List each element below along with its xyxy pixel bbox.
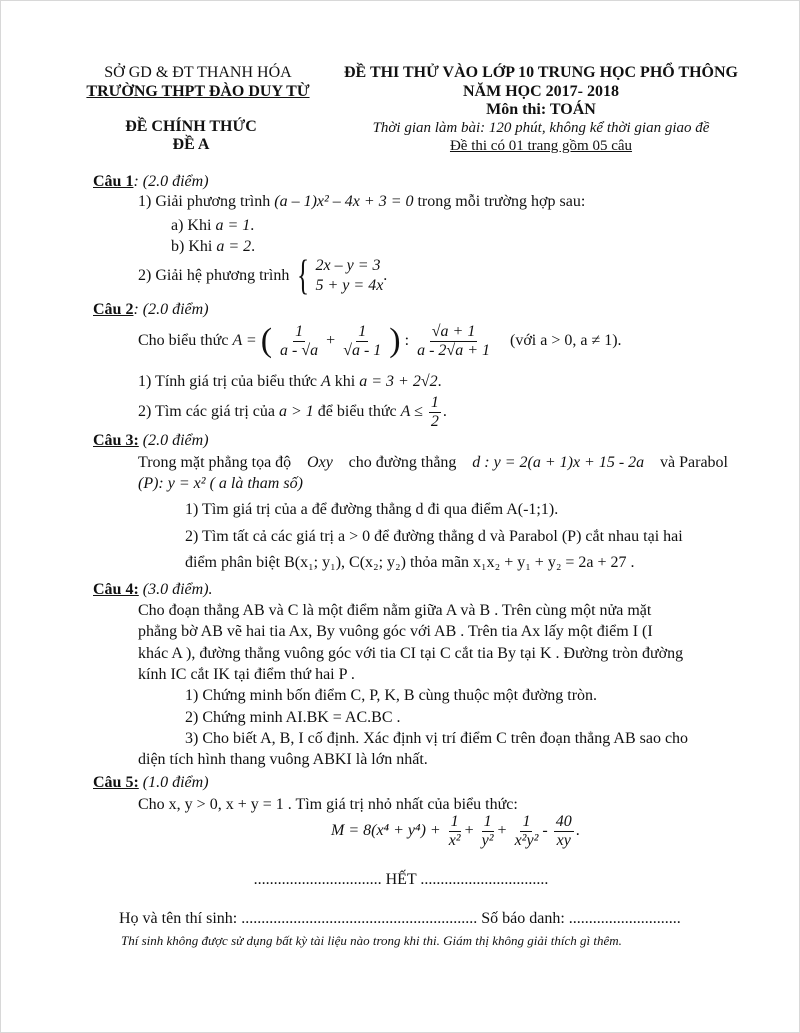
q5-frac-1: $\frac{1}{\text{x²}}$ <box>448 813 461 849</box>
q2-part2-text: 2) Tìm các giá trị của <box>138 403 275 421</box>
q2-part2-mid: để biểu thức <box>317 403 397 421</box>
question-3-heading <box>93 432 209 450</box>
q1-case-a: a) Khi a = 1. <box>171 217 255 234</box>
q4-part3-line2: diện tích hình thang vuông ABKI là lớn nhất. <box>138 751 428 768</box>
q3-line1 <box>138 454 728 472</box>
q1-system-eq2: 5 + y = 4x <box>315 277 384 294</box>
q1-case-a-eq: a = 1 <box>215 217 251 234</box>
question-1-heading <box>93 173 209 191</box>
question-4-points: (3.0 điểm). <box>142 581 213 598</box>
question-3-points: (2.0 điểm) <box>142 432 209 449</box>
question-2-heading <box>93 301 209 319</box>
q2-intro: Cho biểu thức <box>138 332 229 350</box>
question-3-label: Câu 3: <box>93 432 139 449</box>
q3-part2-line2: điểm phân biệt B(x₁; y₁), C(x₂; y₂) thỏa mãn x₁x₂ + y₁ + y₂ = 2a + 27 . <box>185 554 635 571</box>
q1-part2 <box>138 255 387 297</box>
subject: Môn thi: TOÁN <box>486 101 596 118</box>
school-name: TRƯỜNG THPT ĐÀO DUY TỪ <box>86 83 310 100</box>
time-allowed: Thời gian làm bài: 120 phút, không kể thời gian giao đề <box>372 120 710 136</box>
exam-code: ĐỀ A <box>172 136 210 153</box>
q5-M: M = 8(x⁴ + y⁴) + <box>331 822 441 840</box>
page-info: Đề thi có 01 trang gồm 05 câu <box>449 138 633 154</box>
q2-part2-a: a > 1 <box>278 403 314 421</box>
q5-expression: M = 8(x⁴ + y⁴) + $\frac{1}{\text{x²}}$ + $\frac{1}{\text{y²}}$ + $\frac{1}{\text{x²y²}}$ - $\frac{40}{xy}$ . <box>331 813 580 849</box>
q2-frac-3: $\frac{√a + 1}{a - 2√a + 1}$ <box>417 323 490 359</box>
exam-title: ĐỀ THI THỬ VÀO LỚP 10 TRUNG HỌC PHỔ THÔNG <box>344 64 738 81</box>
q2-part1: 1) Tính giá trị của biểu thức A khi a = 3 + 2√2. <box>138 373 442 390</box>
q1-system-eq1: 2x – y = 3 <box>315 257 381 274</box>
q1-case-b-label: b) Khi <box>171 238 213 255</box>
q3-part2-line1: 2) Tìm tất cả các giá trị a > 0 để đường thẳng d và Parabol (P) cắt nhau tại hai <box>185 528 683 545</box>
q3-oxy: Oxy <box>307 454 333 471</box>
q2-part1-text: 1) Tính giá trị của biểu thức <box>138 373 317 390</box>
question-5-heading <box>93 774 209 792</box>
department-name: SỞ GD & ĐT THANH HÓA <box>104 64 292 81</box>
q5-line1: Cho x, y > 0, x + y = 1 . Tìm giá trị nhỏ nhất của biểu thức: <box>138 796 518 813</box>
q3-parameter-note: ( a là tham số) <box>209 475 303 492</box>
q2-part1-mid: khi <box>334 373 356 390</box>
q4-line3: khác A ), đường thẳng vuông góc với tia CI tại C cắt tia By tại K . Đường tròn đường <box>138 645 684 662</box>
q4-line1: Cho đoạn thẳng AB và C là một điểm nằm giữa A và B . Trên cùng một nửa mặt <box>138 602 652 619</box>
q5-frac-4: $\frac{40}{xy}$ <box>555 813 572 849</box>
q4-part1: 1) Chứng minh bốn điểm C, P, K, B cùng thuộc một đường tròn. <box>185 687 598 704</box>
q1-part1 <box>138 193 585 211</box>
q2-part1-eq: a = 3 + 2√2 <box>359 373 438 390</box>
q1-system: { 2x – y = 3 5 + y = 4x . <box>297 253 388 299</box>
q2-part2: 2) Tìm các giá trị của a > 1 để biểu thức A ≤ $\frac{1}{2}$ . <box>138 394 447 430</box>
q1-part1-tail: trong mỗi trường hợp sau: <box>417 193 586 210</box>
q1-part1-text: 1) Giải phương trình <box>138 193 271 210</box>
official-label: ĐỀ CHÍNH THỨC <box>125 118 257 135</box>
question-1-label: Câu 1 <box>93 173 134 190</box>
question-5-label: Câu 5: <box>93 774 139 791</box>
q1-case-b-eq: a = 2 <box>216 238 252 255</box>
question-5-points: (1.0 điểm) <box>142 774 209 791</box>
candidate-info-line: Họ và tên thí sinh: ........................................................... Số báo danh: ............................ <box>119 910 681 927</box>
q1-part2-text: 2) Giải hệ phương trình <box>138 267 290 284</box>
q2-frac-1: $\frac{1}{a - √a}$ <box>280 323 319 359</box>
question-2-label: Câu 2 <box>93 301 134 318</box>
q3-line1-a: Trong mặt phẳng tọa độ <box>138 454 292 471</box>
q5-frac-3: $\frac{1}{\text{x²y²}}$ <box>514 813 539 849</box>
q4-line4: kính IC cắt IK tại điểm thứ hai P . <box>138 666 355 683</box>
question-1-points: : (2.0 điểm) <box>133 173 209 190</box>
end-marker: ................................ HẾT ................................ <box>253 871 549 888</box>
q3-part1: 1) Tìm giá trị của a để đường thẳng d đi qua điểm A(-1;1). <box>185 501 559 518</box>
school-year: NĂM HỌC 2017- 2018 <box>463 83 619 100</box>
q2-frac-2: $\frac{1}{√a - 1}$ <box>343 323 382 359</box>
q1-case-b: b) Khi a = 2. <box>171 238 256 255</box>
q2-part1-A: A <box>321 373 331 390</box>
q5-frac-2: $\frac{1}{\text{y²}}$ <box>481 813 494 849</box>
q2-A: A = <box>232 332 257 350</box>
q2-condition: (với a > 0, a ≠ 1). <box>509 332 622 350</box>
q3-line2 <box>138 475 303 493</box>
q3-parabola: (P): y = x² <box>138 475 206 492</box>
exam-note: Thí sinh không được sử dụng bất kỳ tài liệu nào trong khi thi. Giám thị không giải thích gì thêm. <box>121 933 622 948</box>
q3-line1-b: cho đường thẳng <box>348 454 457 471</box>
question-4-heading <box>93 581 213 599</box>
q2-expression: Cho biểu thức A = ( $\frac{1}{a - √a}$ + $\frac{1}{√a - 1}$ ) : $\frac{√a + 1}{a - 2√a + 1}$ (với a > 0, a ≠ 1). <box>138 322 622 360</box>
q1-equation: (a – 1)x² – 4x + 3 = 0 <box>274 193 414 210</box>
question-2-points: : (2.0 điểm) <box>133 301 209 318</box>
q1-case-a-label: a) Khi <box>171 217 212 234</box>
q3-line-d: d : y = 2(a + 1)x + 15 - 2a <box>472 454 645 471</box>
q2-part2-ineq: A ≤ <box>400 403 423 421</box>
q4-part2: 2) Chứng minh AI.BK = AC.BC . <box>185 709 401 726</box>
q2-part2-frac: $\frac{1}{2}$ <box>430 394 439 430</box>
q3-line1-c: và Parabol <box>660 454 728 471</box>
q4-line2: phẳng bờ AB vẽ hai tia Ax, By vuông góc với AB . Trên tia Ax lấy một điểm I (I <box>138 623 653 640</box>
question-4-label: Câu 4: <box>93 581 139 598</box>
q4-part3-line1: 3) Cho biết A, B, I cố định. Xác định vị trí điểm C trên đoạn thẳng AB sao cho <box>185 730 689 747</box>
